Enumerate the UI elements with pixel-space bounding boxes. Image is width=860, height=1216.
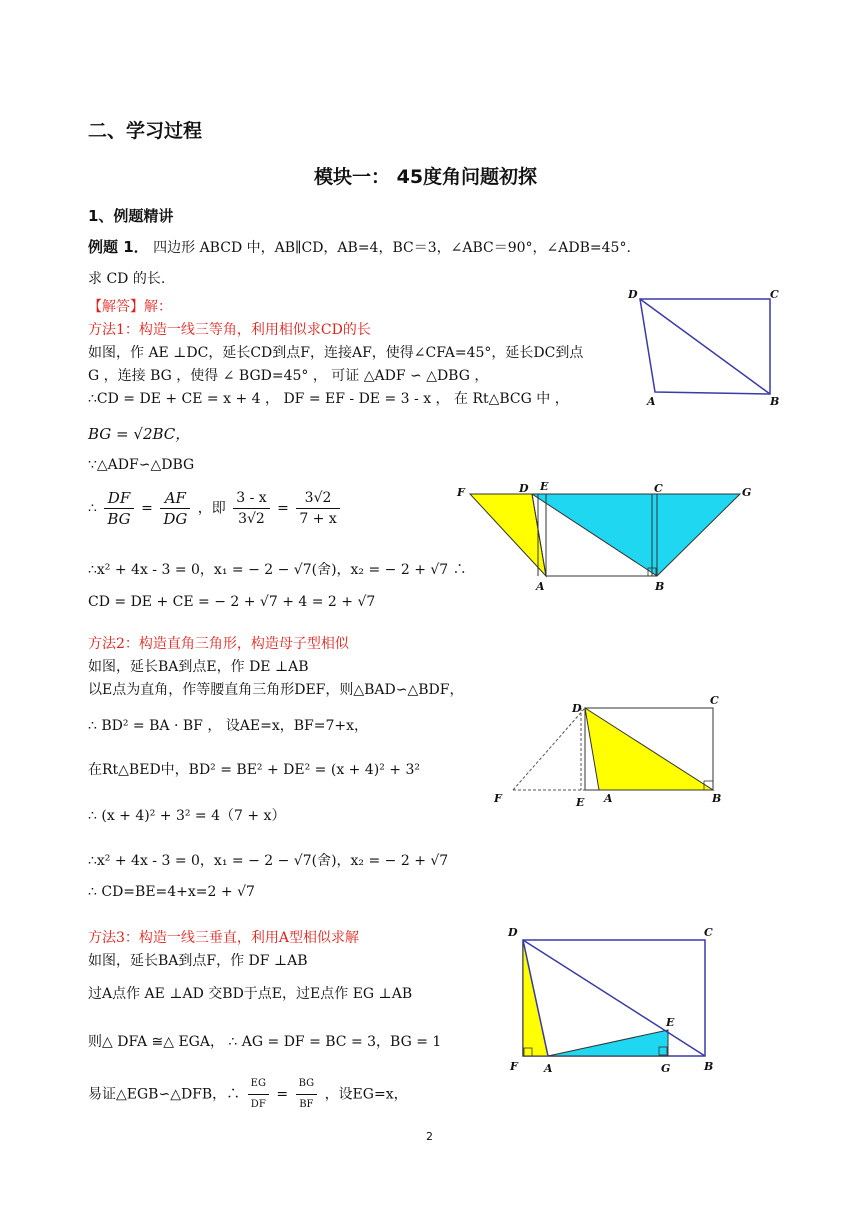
label-G: G: [661, 1062, 671, 1075]
example-question: 求 CD 的长.: [88, 271, 166, 287]
label-E: E: [666, 1016, 675, 1029]
module-title: 模块一： 45度角问题初探: [314, 166, 538, 188]
label-A: A: [536, 580, 545, 593]
label-G: G: [742, 486, 752, 499]
method2-line6: ∴x² + 4x - 3 = 0，x₁ = − 2 − √7(舍)，x₂ = − 2 + √7: [88, 853, 449, 869]
label-A: A: [647, 395, 656, 406]
label-D: D: [572, 702, 582, 715]
fraction-df-bg: $\frac{DF}{BG}$: [104, 488, 133, 529]
section-title: 二、学习过程: [88, 120, 203, 142]
method2-line7: ∴ CD=BE=4+x=2 + √7: [88, 884, 255, 900]
label-F: F: [494, 792, 502, 805]
label-E: E: [540, 480, 549, 493]
example-label: 例题 1．: [88, 238, 149, 256]
method1-line6: [88, 488, 343, 529]
figure-4-method3: [498, 920, 728, 1076]
method1-line7: ∴x² + 4x - 3 = 0，x₁ = − 2 − √7(舍)，x₂ = − 2 + √7 ∴: [88, 562, 467, 578]
method2-line5: ∴ (x + 4)² + 3² = 4（7 + x）: [88, 808, 286, 824]
figure-2-method1: [452, 478, 762, 594]
method3-text-a: 易证△EGB∽△DFB，∴: [88, 1086, 241, 1103]
figure-3-method2: [488, 692, 728, 810]
equals: =: [141, 500, 153, 517]
fraction-7px: $\frac{3√2}{7 + x}$: [296, 488, 339, 529]
method3-line2: 过A点作 AE ⊥AD 交BD于点E，过E点作 EG ⊥AB: [88, 986, 413, 1002]
method1-line3: ∴CD = DE + CE = x + 4 ， DF = EF - DE = 3 - x ， 在 Rt△BCG 中 ，: [88, 391, 569, 407]
figure-1-trapezoid: [620, 284, 790, 406]
label-C: C: [704, 926, 713, 939]
method1-line5: ∵△ADF∽△DBG: [88, 457, 195, 473]
method2-title: 方法2：构造直角三角形，构造母子型相似: [88, 636, 349, 652]
fraction-eg-df: $\frac{EG}{DF}$: [248, 1074, 269, 1115]
page-number: 2: [426, 1130, 433, 1143]
answer-label: 【解答】解：: [88, 299, 172, 315]
equals: =: [277, 500, 289, 517]
label-F: F: [457, 486, 465, 499]
label-D: D: [508, 926, 518, 939]
label-C: C: [770, 288, 779, 301]
method3-title: 方法3：构造一线三垂直，利用A型相似求解: [88, 930, 360, 946]
label-B: B: [704, 1060, 714, 1073]
method1-line2: G ，连接 BG ，使得 ∠ BGD=45° ， 可证 △ADF ∽ △DBG ，: [88, 368, 489, 384]
therefore: ∴: [88, 500, 97, 517]
label-F: F: [510, 1060, 518, 1073]
label-D: D: [519, 482, 529, 495]
method1-line8: CD = DE + CE = − 2 + √7 + 4 = 2 + √7: [88, 594, 376, 610]
fraction-3mx: $\frac{3 - x}{3√2}$: [233, 488, 269, 529]
method1-title: 方法1：构造一线三等角，利用相似求CD的长: [88, 322, 371, 338]
method2-line1: 如图，延长BA到点E，作 DE ⊥AB: [88, 659, 309, 675]
method3-line4: [88, 1074, 408, 1115]
label-C: C: [710, 694, 719, 707]
method3-line1: 如图，延长BA到点F，作 DF ⊥AB: [88, 953, 308, 969]
method2-line3: ∴ BD² = BA · BF ， 设AE=x，BF=7+x，: [88, 718, 368, 734]
label-C: C: [654, 482, 663, 495]
method3-line3: 则△ DFA ≅△ EGA， ∴ AG = DF = BC = 3，BG = 1: [88, 1034, 442, 1050]
label-B: B: [712, 792, 722, 805]
example-text: 四边形 ABCD 中，AB∥CD，AB=4，BC＝3，∠ABC＝90°，∠ADB=45°.: [153, 240, 631, 256]
namely: ，即: [197, 500, 226, 517]
subsection-title: 1、例题精讲: [88, 207, 174, 225]
label-B: B: [770, 395, 780, 406]
fraction-bg-bf: $\frac{BG}{BF}$: [296, 1074, 318, 1115]
method1-line4: BG = √2BC，: [88, 425, 191, 443]
fraction-af-dg: $\frac{AF}{DG}$: [160, 488, 190, 529]
method3-text-b: ，设EG=x，: [324, 1086, 408, 1103]
label-B: B: [655, 580, 665, 593]
method1-line1: 如图，作 AE ⊥DC，延长CD到点F，连接AF，使得∠CFA=45°，延长DC到点: [88, 345, 584, 361]
method2-line4: 在Rt△BED中，BD² = BE² + DE² = (x + 4)² + 3²: [88, 762, 420, 778]
label-D: D: [628, 288, 638, 301]
equals: =: [276, 1086, 289, 1103]
label-A: A: [604, 792, 613, 805]
label-A: A: [544, 1062, 553, 1075]
method2-line2: 以E点为直角，作等腰直角三角形DEF，则△BAD∽△BDF，: [88, 682, 464, 698]
example-line: [88, 237, 631, 258]
label-E: E: [576, 796, 585, 809]
